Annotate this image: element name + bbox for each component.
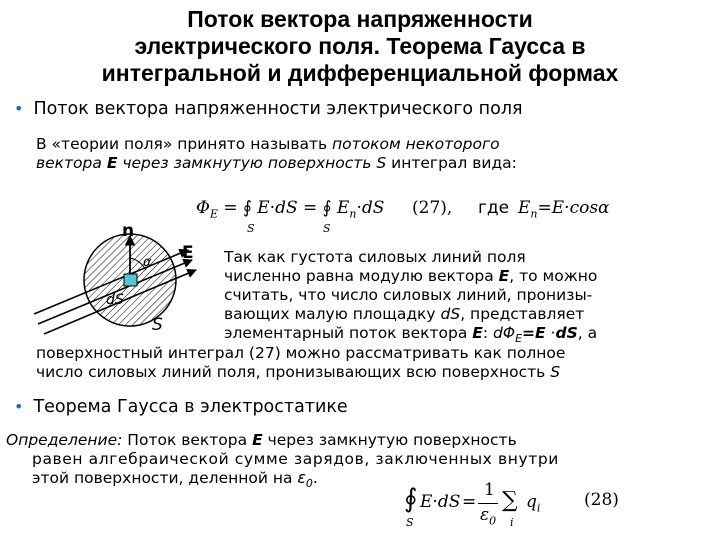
fraction-bar <box>478 503 498 504</box>
period: . <box>312 469 318 487</box>
eps-den-sub: 0 <box>489 514 497 528</box>
para1-line1 <box>36 136 500 153</box>
bullet-flux-text: Поток вектора напряженности электрического поля <box>33 99 523 119</box>
ds-label: dS <box>106 292 124 308</box>
formula28-number: (28) <box>584 490 619 510</box>
formula27-where: где <box>478 198 510 218</box>
formula28-limit-s: S <box>406 516 414 529</box>
para1-text: интеграл вида: <box>386 154 517 172</box>
vector-e: E <box>472 324 483 342</box>
formula27-where-expr <box>518 198 610 220</box>
para2-line1: Так как густота силовых линий поля <box>224 248 526 266</box>
title-line-3: интегральной и дифференциальной формах <box>101 60 619 86</box>
formula28-eq: = <box>462 492 477 512</box>
title-line-1: Поток вектора напряженности <box>187 6 533 32</box>
formula28-lhs: E·dS <box>420 492 461 512</box>
eps-den: ε <box>480 505 490 525</box>
vector-e: E <box>106 154 118 172</box>
para2-line2 <box>224 268 597 285</box>
phi-symbol: Φ <box>196 198 210 218</box>
formula28-num: 1 <box>484 480 495 500</box>
formula-mid: E·dS <box>257 198 298 218</box>
formula-op: = ∮ <box>297 198 337 218</box>
para2-line4 <box>224 306 584 323</box>
dphi-sub: E <box>515 332 523 346</box>
formula27-limit-2: S <box>323 222 331 235</box>
para2-text: : <box>482 324 494 342</box>
q-symbol: q <box>526 492 537 512</box>
vector-e: E <box>252 431 263 449</box>
formula-27 <box>196 198 384 220</box>
surface-label: S <box>152 315 163 335</box>
equals: = <box>522 324 536 342</box>
formula27-limit-1: S <box>247 222 255 235</box>
flux-diagram <box>30 222 220 340</box>
para1-italic: потоком некоторого <box>332 135 500 153</box>
para2-text: элементарный поток вектора <box>224 324 473 342</box>
para2-text: , а <box>577 324 598 342</box>
epsilon-sub: 0 <box>305 477 313 491</box>
formula27-number: (27), <box>412 198 453 218</box>
title-line-2: электрического поля. Теорема Гаусса в <box>134 33 586 59</box>
para2-text: , представляет <box>460 305 585 323</box>
bullet-gauss <box>14 397 348 417</box>
formula-rhs2: ·dS <box>356 198 385 218</box>
definition-line1 <box>6 432 517 449</box>
para1-line2 <box>36 155 517 172</box>
page-title <box>0 6 720 87</box>
bullet-gauss-text: Теорема Гаусса в электростатике <box>33 397 348 417</box>
definition-text: этой поверхности, деленной на <box>32 469 298 487</box>
vector-e: E <box>535 324 546 342</box>
ds-symbol: dS <box>440 305 461 323</box>
para2-text: численно равна модулю вектора <box>224 267 499 285</box>
phi-subscript: E <box>209 207 218 221</box>
surface-s: S <box>550 363 561 381</box>
para2-line7 <box>36 364 560 381</box>
formula-op: = ∮ <box>217 198 258 218</box>
vector-ds: dS <box>555 324 578 342</box>
field-label: E <box>182 243 194 263</box>
normal-label: n <box>122 222 135 241</box>
formula-rhs: E <box>336 198 350 218</box>
para2-text: число силовых линий поля, пронизывающих всю поверхность <box>36 363 551 381</box>
para2-line3: считать, что число силовых линий, пронизы- <box>224 286 593 304</box>
definition-text: через замкнутую поверхность <box>262 431 517 449</box>
definition-line3 <box>32 470 318 492</box>
area-element <box>124 274 137 286</box>
definition-label: Определение: <box>6 431 123 449</box>
dot: · <box>545 324 556 342</box>
para2-text: , то можно <box>509 267 598 285</box>
bullet-dot-icon: • <box>14 397 24 416</box>
definition-line2: равен алгебраической сумме зарядов, заключенных внутри <box>32 450 559 468</box>
where-sub: n <box>530 207 538 221</box>
para2-text: вающих малую площадку <box>224 305 441 323</box>
formula28-den <box>480 505 496 527</box>
alpha-label: α <box>143 255 152 270</box>
para1-text: через замкнутую поверхность <box>117 154 377 172</box>
vector-e: E <box>498 267 510 285</box>
where-e: E <box>518 198 531 218</box>
dphi-symbol: dΦ <box>493 324 516 342</box>
surface-s: S <box>376 154 387 172</box>
integral-sign: ∮ <box>404 484 418 514</box>
formula28-q <box>526 492 540 514</box>
bullet-flux <box>14 99 523 119</box>
formula28-limit-i: i <box>510 516 514 529</box>
q-sub: i <box>536 501 541 515</box>
para1-text: вектора <box>36 154 107 172</box>
where-rest: =E·cosα <box>537 198 610 218</box>
para2-line6: поверхностный интеграл (27) можно рассматривать как полное <box>36 344 566 362</box>
formula-rhs-sub: n <box>349 207 357 221</box>
bullet-dot-icon: • <box>14 99 24 118</box>
para1-text: В «теории поля» принято называть <box>36 135 333 153</box>
sum-sign: ∑ <box>502 488 518 513</box>
epsilon: ε <box>297 469 306 487</box>
definition-text: Поток вектора <box>122 431 253 449</box>
